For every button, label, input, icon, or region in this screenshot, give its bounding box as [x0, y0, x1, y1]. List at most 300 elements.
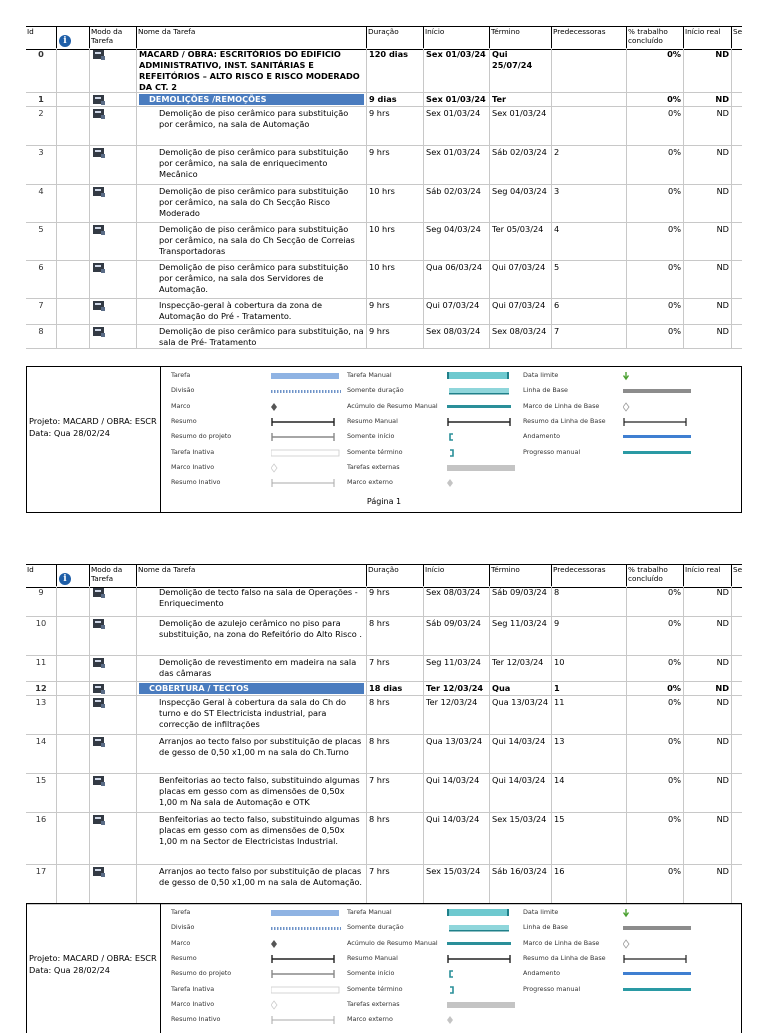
cell-id	[26, 586, 56, 616]
task-finish: Qui 14/03/24	[492, 736, 546, 746]
task-ir: ND	[716, 866, 729, 876]
legend-label: Somente início	[347, 969, 395, 978]
cell-duration	[366, 656, 423, 681]
cell-ir	[683, 586, 731, 616]
cell-extra	[731, 813, 742, 864]
cell-ir	[683, 299, 731, 324]
table-row[interactable]	[26, 325, 742, 349]
task-start: Qui 14/03/24	[426, 814, 480, 824]
auto-scheduled-task-icon	[93, 658, 104, 667]
task-finish: Sex 08/03/24	[492, 326, 547, 336]
task-duration: 7 hrs	[369, 866, 390, 876]
task-duration: 8 hrs	[369, 814, 390, 824]
cell-id	[26, 185, 56, 222]
cell-finish	[489, 656, 551, 681]
cell-duration	[366, 682, 423, 695]
project-info-panel	[27, 904, 161, 1033]
task-duration: 7 hrs	[369, 775, 390, 785]
cell-start	[423, 617, 489, 655]
cell-start	[423, 813, 489, 864]
cell-ir	[683, 48, 731, 92]
cell-id	[26, 107, 56, 145]
cell-mode	[89, 682, 136, 695]
table-header	[26, 564, 742, 588]
table-header	[26, 26, 742, 50]
task-id: 3	[38, 147, 44, 157]
col-header-actual-start: Início real	[683, 27, 731, 49]
project-name: Projeto: MACARD / OBRA: ESCR	[29, 416, 157, 426]
cell-mode	[89, 617, 136, 655]
table-row[interactable]	[26, 682, 742, 696]
legend-symbol-deadline	[623, 371, 693, 381]
table-row[interactable]	[26, 261, 742, 299]
cell-extra	[731, 146, 742, 184]
cell-finish	[489, 774, 551, 812]
legend-label: Tarefa	[171, 371, 191, 379]
cell-name	[136, 107, 366, 145]
task-pred: 1	[554, 683, 560, 693]
task-pred: 10	[554, 657, 565, 667]
legend-label: Resumo Manual	[347, 416, 398, 425]
auto-scheduled-task-icon	[93, 619, 104, 628]
cell-info	[56, 325, 89, 348]
cell-pct	[626, 223, 683, 260]
task-duration: 9 dias	[369, 94, 397, 104]
legend-label: Somente início	[347, 432, 395, 441]
task-ir: ND	[716, 224, 729, 234]
task-start: Sex 08/03/24	[426, 326, 481, 336]
legend-label: Progresso manual	[523, 984, 581, 993]
cell-info	[56, 48, 89, 92]
task-duration: 10 hrs	[369, 262, 395, 272]
cell-mode	[89, 813, 136, 864]
task-finish: Ter 05/03/24	[492, 224, 544, 234]
cell-start	[423, 735, 489, 773]
task-id: 12	[35, 683, 47, 693]
cell-extra	[731, 865, 742, 904]
task-pct: 0%	[668, 587, 681, 597]
task-pred: 2	[554, 147, 560, 157]
cell-pred	[551, 586, 626, 616]
task-id: 15	[35, 775, 47, 785]
cell-mode	[89, 774, 136, 812]
cell-mode	[89, 223, 136, 260]
col-header-finish: Término	[489, 565, 551, 587]
task-duration: 9 hrs	[369, 147, 390, 157]
cell-pred	[551, 299, 626, 324]
task-id: 2	[38, 108, 44, 118]
cell-info	[56, 93, 89, 106]
legend-label: Resumo da Linha de Base	[523, 953, 606, 962]
task-duration: 9 hrs	[369, 587, 390, 597]
cell-ir	[683, 682, 731, 695]
cell-mode	[89, 107, 136, 145]
table-row[interactable]	[26, 107, 742, 146]
cell-extra	[731, 617, 742, 655]
legend-label: Divisão	[171, 386, 195, 395]
cell-finish	[489, 223, 551, 260]
task-start: Sex 08/03/24	[426, 587, 481, 597]
auto-scheduled-task-icon	[93, 327, 104, 336]
cell-pct	[626, 617, 683, 655]
col-header-actual-start: Início real	[683, 565, 731, 587]
auto-scheduled-task-icon	[93, 50, 104, 59]
cell-duration	[366, 813, 423, 864]
task-name: Arranjos ao tecto falso por substituição de placas de gesso de 0,50 x1,00 m na sala do Ch.Turno	[159, 736, 362, 757]
cell-id	[26, 261, 56, 298]
task-ir: ND	[716, 618, 729, 628]
cell-id	[26, 682, 56, 695]
task-name: MACARD / OBRA: ESCRITÓRIOS DO EDIFICIO ADMINISTRATIVO, INST. SANITÁRIAS E REFEITÓRIOS – ALTO RISCO E RISCO MODERADO DA CT. 2	[139, 49, 360, 92]
task-duration: 7 hrs	[369, 657, 390, 667]
legend-symbol-bsummary	[623, 954, 693, 964]
task-id: 13	[35, 697, 47, 707]
auto-scheduled-task-icon	[93, 776, 104, 785]
cell-finish	[489, 185, 551, 222]
cell-finish	[489, 865, 551, 904]
legend-box	[26, 903, 742, 1033]
cell-start	[423, 223, 489, 260]
table-row[interactable]	[26, 146, 742, 185]
legend-symbol-deadline	[623, 908, 693, 918]
cell-mode	[89, 735, 136, 773]
table-row[interactable]	[26, 617, 742, 656]
cell-pred	[551, 617, 626, 655]
table-row[interactable]	[26, 299, 742, 325]
cell-id	[26, 735, 56, 773]
cell-extra	[731, 93, 742, 106]
info-icon: i	[59, 573, 71, 585]
task-start: Sex 15/03/24	[426, 866, 481, 876]
project-info	[29, 415, 157, 439]
cell-info	[56, 261, 89, 298]
task-name: Demolição de revestimento em madeira na sala das câmaras	[159, 657, 357, 678]
cell-finish	[489, 696, 551, 734]
cell-extra	[731, 696, 742, 734]
auto-scheduled-task-icon	[93, 684, 104, 693]
task-pred: 13	[554, 736, 565, 746]
task-start: Seg 04/03/24	[426, 224, 481, 234]
col-header-extra: Se	[731, 27, 742, 49]
task-name: Demolição de piso cerâmico para substituição por cerâmico, na sala dos Servidores de Automação.	[159, 262, 349, 294]
task-id: 7	[38, 300, 44, 310]
table-row[interactable]	[26, 586, 742, 617]
legend-label: Resumo Inativo	[171, 1015, 221, 1024]
legend-label: Marco Inativo	[171, 462, 215, 471]
cell-pred	[551, 656, 626, 681]
task-start: Ter 12/03/24	[426, 683, 484, 693]
cell-pred	[551, 865, 626, 904]
task-ir: ND	[715, 49, 729, 59]
task-finish: Qui 07/03/24	[492, 300, 546, 310]
cell-pred	[551, 93, 626, 106]
task-name: DEMOLIÇÕES /REMOÇÕES	[139, 94, 364, 105]
task-pred: 9	[554, 618, 560, 628]
cell-start	[423, 107, 489, 145]
cell-finish	[489, 813, 551, 864]
col-header-start: Início	[423, 565, 489, 587]
cell-mode	[89, 261, 136, 298]
task-ir: ND	[716, 262, 729, 272]
legend-symbol-rollup	[447, 939, 517, 949]
legend-label: Marco	[171, 938, 191, 947]
task-name: Demolição de piso cerâmico para substituição por cerâmico, na sala do Ch Secção Risco Moderado	[159, 186, 349, 218]
col-header-predecessors: Predecessoras	[551, 27, 626, 49]
project-date: Data: Qua 28/02/24	[29, 965, 110, 975]
cell-name	[136, 146, 366, 184]
cell-id	[26, 325, 56, 348]
task-finish: Qui 07/03/24	[492, 262, 546, 272]
cell-duration	[366, 774, 423, 812]
task-pct: 0%	[668, 657, 681, 667]
task-ir: ND	[716, 697, 729, 707]
auto-scheduled-task-icon	[93, 95, 104, 104]
cell-pred	[551, 146, 626, 184]
task-pct: 0%	[667, 683, 681, 693]
legend-symbol-summary	[271, 417, 341, 427]
legend-symbol-external	[447, 463, 517, 473]
task-name: Demolição de piso cerâmico para substituição por cerâmico, na sala de Automação	[159, 108, 349, 129]
legend-symbol-diamond	[271, 402, 341, 412]
task-pct: 0%	[668, 186, 681, 196]
cell-name	[136, 93, 366, 106]
legend-label: Tarefas externas	[347, 999, 400, 1008]
cell-pct	[626, 146, 683, 184]
task-start: Seg 11/03/24	[426, 657, 481, 667]
cell-duration	[366, 586, 423, 616]
legend-label: Tarefa Manual	[347, 908, 392, 916]
cell-mode	[89, 656, 136, 681]
task-pred: 6	[554, 300, 560, 310]
table-row[interactable]	[26, 185, 742, 223]
task-finish: Sex 01/03/24	[492, 108, 547, 118]
project-info	[29, 952, 157, 976]
task-finish: Qua 13/03/24	[492, 697, 549, 707]
cell-info	[56, 696, 89, 734]
task-start: Sex 01/03/24	[426, 147, 481, 157]
legend-symbol-external	[447, 1000, 517, 1010]
legend-symbol-progress	[623, 969, 693, 979]
cell-pct	[626, 865, 683, 904]
task-duration: 10 hrs	[369, 186, 395, 196]
cell-id	[26, 813, 56, 864]
cell-pred	[551, 261, 626, 298]
col-header-pct-work: % trabalho concluído	[626, 27, 683, 49]
cell-pct	[626, 185, 683, 222]
cell-duration	[366, 48, 423, 92]
task-name: Inspecção-geral à cobertura da zona de Automação do Pré - Tratamento.	[159, 300, 323, 321]
task-duration: 9 hrs	[369, 300, 390, 310]
col-header-mode: Modo da Tarefa	[89, 27, 136, 49]
cell-pct	[626, 735, 683, 773]
legend-label: Resumo	[171, 416, 197, 425]
col-header-info	[56, 27, 89, 49]
task-name: Demolição de piso cerâmico para substituição por cerâmico, na sala do Ch Secção de Correias Transportadoras	[159, 224, 355, 256]
task-name: Demolição de piso cerâmico para substituição, na sala de Pré- Tratamento	[159, 326, 364, 347]
cell-mode	[89, 586, 136, 616]
legend-label: Resumo do projeto	[171, 432, 232, 441]
legend-label: Resumo do projeto	[171, 969, 232, 978]
table-row[interactable]	[26, 813, 742, 865]
legend-symbol-isummary	[271, 478, 341, 488]
legend-symbol-psummary	[271, 969, 341, 979]
cell-id	[26, 146, 56, 184]
table-row[interactable]	[26, 696, 742, 735]
task-start: Ter 12/03/24	[426, 697, 478, 707]
cell-finish	[489, 617, 551, 655]
cell-name	[136, 185, 366, 222]
auto-scheduled-task-icon	[93, 815, 104, 824]
cell-id	[26, 299, 56, 324]
cell-start	[423, 325, 489, 348]
cell-ir	[683, 107, 731, 145]
task-pct: 0%	[667, 94, 681, 104]
legend-label: Resumo Inativo	[171, 478, 221, 487]
cell-duration	[366, 325, 423, 348]
legend-label: Divisão	[171, 923, 195, 932]
table-row[interactable]	[26, 774, 742, 813]
cell-pct	[626, 325, 683, 348]
table-row[interactable]	[26, 656, 742, 682]
table-row[interactable]	[26, 93, 742, 107]
task-start: Qui 14/03/24	[426, 775, 480, 785]
cell-info	[56, 656, 89, 681]
cell-ir	[683, 185, 731, 222]
table-row[interactable]	[26, 223, 742, 261]
col-header-info	[56, 565, 89, 587]
task-name: Demolição de tecto falso na sala de Operações - Enriquecimento	[159, 587, 358, 608]
cell-pct	[626, 682, 683, 695]
table-row[interactable]	[26, 865, 742, 905]
task-name: Inspecção Geral à cobertura da sala do Ch do turno e do ST Electricista industrial, para correcção de infiltrações	[159, 697, 347, 729]
cell-extra	[731, 774, 742, 812]
table-row[interactable]	[26, 48, 742, 93]
task-ir: ND	[716, 814, 729, 824]
task-finish: Ter	[492, 94, 507, 104]
legend-label: Tarefa Manual	[347, 371, 392, 379]
cell-pred	[551, 223, 626, 260]
cell-finish	[489, 261, 551, 298]
cell-info	[56, 682, 89, 695]
cell-extra	[731, 325, 742, 348]
task-pct: 0%	[668, 300, 681, 310]
task-pred: 16	[554, 866, 565, 876]
legend-symbol-bar	[271, 371, 341, 381]
cell-duration	[366, 735, 423, 773]
legend-symbol-psummary	[271, 432, 341, 442]
legend-label: Marco	[171, 401, 191, 410]
legend-symbol-baseline	[623, 923, 693, 933]
task-pred: 4	[554, 224, 560, 234]
task-finish: Seg 11/03/24	[492, 618, 547, 628]
task-pct: 0%	[668, 262, 681, 272]
col-header-predecessors: Predecessoras	[551, 565, 626, 587]
legend-label: Acúmulo de Resumo Manual	[347, 938, 438, 947]
task-finish: Sex 15/03/24	[492, 814, 547, 824]
task-id: 16	[35, 814, 47, 824]
cell-name	[136, 48, 366, 92]
cell-finish	[489, 735, 551, 773]
col-header-name: Nome da Tarefa	[136, 27, 366, 49]
task-name: COBERTURA / TECTOS	[139, 683, 364, 694]
task-id: 11	[35, 657, 47, 667]
legend-label: Resumo Manual	[347, 953, 398, 962]
cell-pred	[551, 48, 626, 92]
legend-symbol-bmilestone	[623, 402, 693, 412]
legend-label: Marco externo	[347, 1015, 393, 1024]
task-id: 6	[38, 262, 44, 272]
cell-name	[136, 586, 366, 616]
cell-id	[26, 656, 56, 681]
cell-ir	[683, 696, 731, 734]
task-duration: 9 hrs	[369, 108, 390, 118]
cell-ir	[683, 146, 731, 184]
auto-scheduled-task-icon	[93, 867, 104, 876]
cell-pred	[551, 185, 626, 222]
cell-pct	[626, 107, 683, 145]
task-duration: 120 dias	[369, 49, 409, 59]
task-finish: Seg 04/03/24	[492, 186, 547, 196]
col-header-pct-work: % trabalho concluído	[626, 565, 683, 587]
legend-label: Somente duração	[347, 386, 404, 395]
task-ir: ND	[715, 683, 729, 693]
task-pred: 11	[554, 697, 565, 707]
task-ir: ND	[716, 147, 729, 157]
auto-scheduled-task-icon	[93, 225, 104, 234]
task-pred: 8	[554, 587, 560, 597]
cell-finish	[489, 48, 551, 92]
cell-ir	[683, 261, 731, 298]
legend-symbol-inactive	[271, 448, 341, 458]
auto-scheduled-task-icon	[93, 698, 104, 707]
legend-label: Somente término	[347, 984, 403, 993]
cell-mode	[89, 865, 136, 904]
cell-start	[423, 299, 489, 324]
legend-symbol-inactive	[271, 985, 341, 995]
cell-name	[136, 617, 366, 655]
task-name: Arranjos ao tecto falso por substituição de placas de gesso de 0,50 x1,00 m na sala de Automação.	[159, 866, 362, 887]
task-duration: 9 hrs	[369, 326, 390, 336]
task-ir: ND	[716, 326, 729, 336]
cell-extra	[731, 48, 742, 92]
cell-duration	[366, 146, 423, 184]
cell-start	[423, 185, 489, 222]
cell-duration	[366, 696, 423, 734]
cell-start	[423, 696, 489, 734]
auto-scheduled-task-icon	[93, 588, 104, 597]
task-pct: 0%	[668, 618, 681, 628]
table-row[interactable]	[26, 735, 742, 774]
cell-pred	[551, 774, 626, 812]
legend-label: Andamento	[523, 969, 561, 978]
task-start: Sáb 09/03/24	[426, 618, 481, 628]
cell-info	[56, 865, 89, 904]
task-id: 17	[35, 866, 47, 876]
cell-pct	[626, 93, 683, 106]
task-ir: ND	[715, 94, 729, 104]
project-info-panel	[27, 367, 161, 512]
task-start: Qua 06/03/24	[426, 262, 483, 272]
legend-label: Andamento	[523, 432, 561, 441]
cell-id	[26, 774, 56, 812]
cell-start	[423, 586, 489, 616]
cell-info	[56, 735, 89, 773]
task-pct: 0%	[668, 866, 681, 876]
cell-duration	[366, 617, 423, 655]
cell-duration	[366, 185, 423, 222]
legend-symbol-diamond	[271, 939, 341, 949]
legend-symbol-msummary	[447, 417, 517, 427]
